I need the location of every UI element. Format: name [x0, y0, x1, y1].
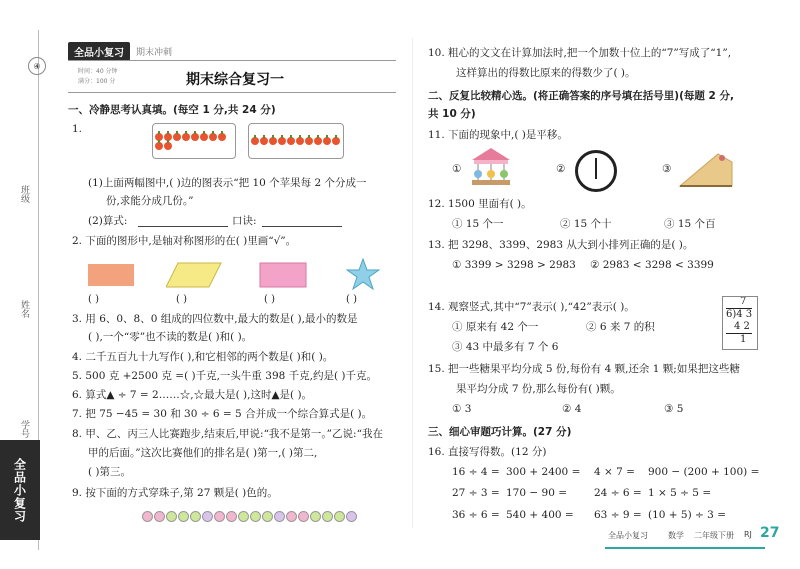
apple-group-left — [152, 123, 236, 159]
q9-text: 9. 按下面的方式穿珠子,第 27 颗是( )色的。 — [72, 487, 278, 499]
apple-icon — [296, 137, 304, 145]
rectangle-shape — [88, 264, 134, 286]
division-box — [722, 296, 758, 350]
calc-cell: 16 ÷ 4 = — [452, 466, 500, 478]
calc-cell: 900 − (200 + 100) = — [648, 466, 760, 478]
q11-option-1[interactable]: ① — [452, 163, 462, 175]
q15-option-1[interactable]: ① 3 — [452, 403, 472, 415]
q1-number: 1. — [72, 123, 83, 135]
q8-line3: ( )第三。 — [88, 466, 132, 478]
formula-answer-line — [138, 226, 228, 227]
q12-text: 12. 1500 里面有( )。 — [428, 198, 532, 210]
bead-icon — [310, 511, 321, 522]
star-shape — [346, 258, 380, 290]
q2-text: 2. 下面的图形中,是轴对称图形的在( )里画“√”。 — [72, 235, 297, 247]
brand-logo: 全品小复习 — [68, 42, 130, 61]
page-title: 期末综合复习一 — [186, 72, 284, 88]
q15-line1: 15. 把一些糖果平均分成 5 份,每份有 4 颗,还余 1 颗;如果把这些糖 — [428, 363, 740, 375]
apple-icon — [209, 133, 217, 141]
q8-line1: 8. 甲、乙、丙三人比赛跑步,结束后,甲说:“我不是第一。”乙说:“我在 — [72, 428, 383, 440]
q3-line2: ( ),一个“零”也不读的数是( )和( )。 — [88, 331, 253, 343]
bead-icon — [322, 511, 333, 522]
product-row: 4 2 — [726, 321, 752, 334]
q13-option-1[interactable]: ① 3399 > 3298 > 2983 — [452, 259, 576, 271]
apple-icon — [278, 137, 286, 145]
q3-line1: 3. 用 6、0、8、0 组成的四位数中,最大的数是( ),最小的数是 — [72, 313, 358, 325]
bead-icon — [334, 511, 345, 522]
apple-icon — [173, 133, 181, 141]
calc-cell: 1 × 5 ÷ 5 = — [648, 487, 712, 499]
calc-cell: (10 + 5) ÷ 3 = — [648, 509, 726, 521]
q14-option-3[interactable]: ③ 43 中最多有 7 个 6 — [452, 341, 559, 353]
q12-option-3[interactable]: ③ 15 个百 — [664, 218, 716, 230]
q12-option-1[interactable]: ① 15 个一 — [452, 218, 504, 230]
slide-image — [678, 150, 734, 188]
bead-icon — [166, 511, 177, 522]
footer-brand: 全品小复习 — [608, 531, 648, 540]
q15-line2: 果平均分成 7 份,那么每份有( )颗。 — [456, 383, 621, 395]
q15-option-2[interactable]: ② 4 — [562, 403, 582, 415]
apple-icon — [323, 137, 331, 145]
bead-icon — [178, 511, 189, 522]
class-label: 班级 — [19, 185, 29, 203]
answer-paren-4[interactable]: ( ) — [346, 294, 357, 305]
header-rule — [68, 60, 396, 61]
q13-text: 13. 把 3298、3399、2983 从大到小排列正确的是( )。 — [428, 239, 694, 251]
q10-line1: 10. 粗心的文文在计算加法时,把一个加数十位上的“7”写成了“1”, — [428, 47, 732, 59]
bead-icon — [346, 511, 357, 522]
brand-vertical-badge: 全品小复习 — [0, 440, 40, 540]
apple-icon — [164, 142, 172, 150]
q11-text: 11. 下面的现象中,( )是平移。 — [428, 129, 568, 141]
header-brand — [68, 42, 172, 60]
calc-cell: 27 ÷ 3 = — [452, 487, 500, 499]
apple-icon — [155, 142, 163, 150]
q11-option-3[interactable]: ③ — [662, 163, 672, 175]
apple-icon — [269, 137, 277, 145]
answer-paren-2[interactable]: ( ) — [176, 294, 187, 305]
q1-part1-line1: (1)上面两幅图中,( )边的图表示“把 10 个苹果每 2 个分成一 — [88, 177, 367, 189]
q11-option-2[interactable]: ② — [556, 163, 566, 175]
q14-option-2[interactable]: ② 6 来 7 的积 — [586, 321, 655, 333]
rhyme-answer-line — [262, 226, 342, 227]
apple-icon — [332, 137, 340, 145]
score-meta: 满分：100 分 — [78, 78, 116, 85]
bead-icon — [238, 511, 249, 522]
bead-icon — [250, 511, 261, 522]
apple-icon — [218, 133, 226, 141]
footer-rule — [605, 547, 765, 549]
bead-icon — [202, 511, 213, 522]
apple-icon — [200, 133, 208, 141]
bead-icon — [262, 511, 273, 522]
column-divider — [412, 38, 413, 528]
quotient: 7 — [740, 296, 747, 307]
q12-option-2[interactable]: ② 15 个十 — [560, 218, 612, 230]
answer-paren-3[interactable]: ( ) — [264, 294, 275, 305]
calc-cell: 540 + 400 = — [506, 509, 574, 521]
q10-line2: 这样算出的得数比原来的得数少了( )。 — [456, 67, 636, 79]
q14-option-1[interactable]: ① 原来有 42 个一 — [452, 321, 539, 333]
footer-subject: 数学 — [668, 531, 684, 540]
bead-icon — [154, 511, 165, 522]
brand-subtitle: 期末冲刺 — [136, 47, 173, 58]
answer-paren-1[interactable]: ( ) — [88, 294, 99, 305]
bead-icon — [142, 511, 153, 522]
apple-icon — [305, 137, 313, 145]
bead-string — [142, 507, 358, 526]
apple-icon — [260, 137, 268, 145]
q1-part1-line2: 份,求能分成几份。” — [106, 195, 194, 207]
footer-grade: 二年级下册 — [694, 531, 734, 540]
parallelogram-shape — [166, 262, 222, 288]
apple-icon — [251, 137, 259, 145]
apple-icon — [191, 133, 199, 141]
calc-cell: 24 ÷ 6 = — [594, 487, 642, 499]
bead-icon — [298, 511, 309, 522]
q6-text: 6. 算式▲ ÷ 7 = 2……☆,☆最大是( ),这时▲是( )。 — [72, 389, 313, 401]
calc-cell: 36 ÷ 6 = — [452, 509, 500, 521]
q14-text: 14. 观察竖式,其中“7”表示( ),“42”表示( )。 — [428, 301, 635, 313]
remainder-row: 1 — [740, 334, 747, 345]
calc-cell: 63 ÷ 9 = — [594, 509, 642, 521]
calc-cell: 4 × 7 = — [594, 466, 635, 478]
q16-text: 16. 直接写得数。(12 分) — [428, 446, 547, 458]
apple-icon — [182, 133, 190, 141]
time-meta: 时间：40 分钟 — [78, 68, 118, 75]
bead-icon — [286, 511, 297, 522]
carousel-image — [468, 146, 514, 188]
bead-icon — [190, 511, 201, 522]
name-label: 姓名 — [19, 300, 29, 318]
q15-option-3[interactable]: ③ 5 — [664, 403, 684, 415]
calc-cell: 170 − 90 = — [506, 487, 568, 499]
q8-line2: 甲的后面。”这次比赛他们的排名是( )第一,( )第二, — [88, 447, 318, 459]
bead-icon — [214, 511, 225, 522]
bead-icon — [274, 511, 285, 522]
calc-cell: 300 + 2400 = — [506, 466, 581, 478]
q1-part2-formula: (2)算式: — [88, 215, 128, 227]
section-2-heading: 二、反复比较精心选。(将正确答案的序号填在括号里)(每题 2 分, — [428, 90, 735, 102]
dividend-row: 6)4 3 — [726, 309, 753, 320]
title-rule — [68, 92, 396, 93]
student-id-label: 学号 — [19, 420, 29, 438]
section-3-heading: 三、细心审题巧计算。(27 分) — [428, 426, 572, 438]
apple-icon — [314, 137, 322, 145]
bead-icon — [226, 511, 237, 522]
trapezoid-shape — [258, 262, 308, 288]
footer-edition: RJ — [744, 530, 752, 539]
section-marker: ④ — [28, 57, 46, 75]
clock-image — [575, 150, 617, 192]
apple-icon — [287, 137, 295, 145]
section-2-heading-cont: 共 10 分) — [428, 108, 476, 120]
q13-option-2[interactable]: ② 2983 < 3298 < 3399 — [590, 259, 714, 271]
q1-part2-rhyme: 口诀: — [232, 215, 257, 227]
section-1-heading: 一、冷静思考认真填。(每空 1 分,共 24 分) — [68, 104, 276, 116]
q4-text: 4. 二千五百九十九写作( ),和它相邻的两个数是( )和( )。 — [72, 351, 334, 363]
apple-group-right — [248, 123, 344, 159]
q7-text: 7. 把 75 −45 = 30 和 30 ÷ 6 = 5 合并成一个综合算式是( )。 — [72, 408, 373, 420]
q5-text: 5. 500 克 +2500 克 =( )千克,一头牛重 398 千克,约是( )千克。 — [72, 370, 378, 382]
page-number: 27 — [760, 525, 780, 541]
